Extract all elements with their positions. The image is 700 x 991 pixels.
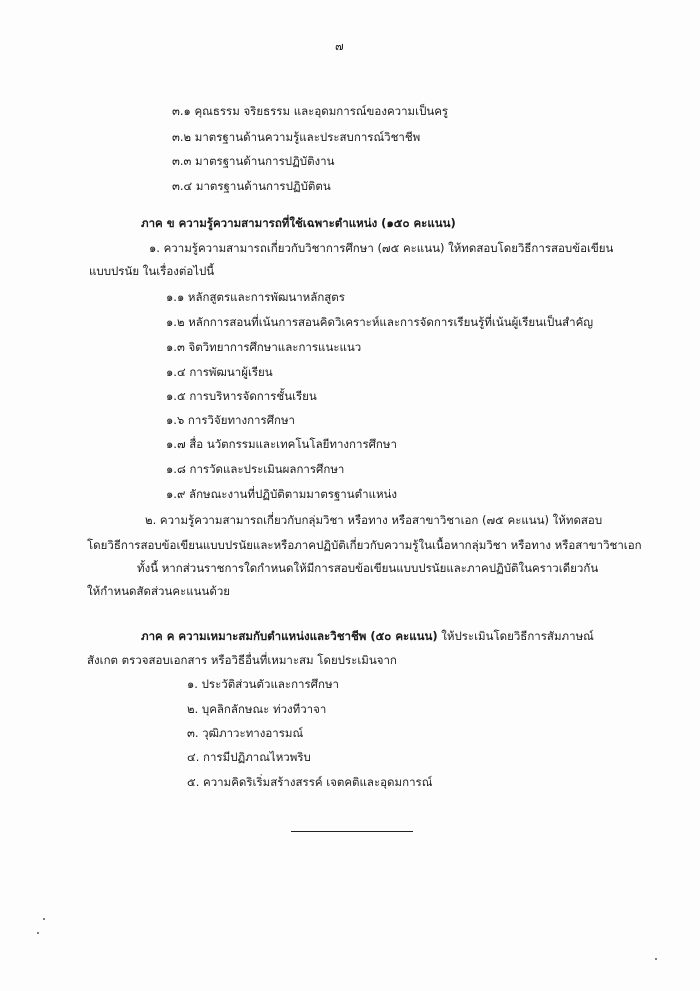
part-c-item-4: ๔. การมีปฏิภาณไหวพริบ: [187, 750, 311, 764]
part-b-item-4: ๑.๔ การพัฒนาผู้เรียน: [166, 365, 273, 379]
part-b-para2-line1: ๒. ความรู้ความสามารถเกี่ยวกับกลุ่มวิชา หรือทาง หรือสาขาวิชาเอก (๗๕ คะแนน) ให้ทดสอบ: [145, 513, 603, 527]
part-b-heading: ภาค ข ความรู้ความสามารถที่ใช้เฉพาะตำแหน่ง (๑๕๐ คะแนน): [141, 216, 456, 230]
page-number: ๗: [335, 39, 344, 53]
part-b-para2-line4: ให้กำหนดสัดส่วนคะแนนด้วย: [87, 584, 231, 598]
part-c-item-1: ๑. ประวัติส่วนตัวและการศึกษา: [187, 677, 339, 691]
scan-speck: [37, 932, 39, 934]
section3-item-2: ๓.๒ มาตรฐานด้านความรู้และประสบการณ์วิชาชีพ: [172, 130, 421, 144]
part-c-heading: ภาค ค ความเหมาะสมกับตำแหน่งและวิชาชีพ (๕๐ คะแนน): [141, 629, 438, 643]
section3-item-1: ๓.๑ คุณธรรม จริยธรรม และอุดมการณ์ของความเป็นครู: [172, 104, 449, 118]
part-c-line2: สังเกต ตรวจสอบเอกสาร หรือวิธีอื่นที่เหมาะสม โดยประเมินจาก: [87, 653, 397, 667]
part-c-item-5: ๕. ความคิดริเริ่มสร้างสรรค์ เจตคติและอุดมการณ์: [187, 775, 433, 789]
scan-speck: [43, 918, 45, 920]
part-b-para2-line2: โดยวิธีการสอบข้อเขียนแบบปรนัยและหรือภาคปฏิบัติเกี่ยวกับความรู้ในเนื้อหากลุ่มวิชา หรือทาง หรือสาขาวิชาเอก: [87, 538, 642, 552]
closing-rule: [291, 831, 413, 832]
part-b-item-2: ๑.๒ หลักการสอนที่เน้นการสอนคิดวิเคราะห์และการจัดการเรียนรู้ที่เน้นผู้เรียนเป็นสำคัญ: [166, 315, 594, 329]
part-b-item-6: ๑.๖ การวิจัยทางการศึกษา: [166, 413, 295, 427]
part-b-item-7: ๑.๗ สื่อ นวัตกรรมและเทคโนโลยีทางการศึกษา: [166, 437, 397, 451]
part-c-heading-line: [141, 628, 594, 644]
part-c-heading-rest: ให้ประเมินโดยวิธีการสัมภาษณ์: [437, 629, 594, 643]
part-b-para2-line3: ทั้งนี้ หากส่วนราชการใดกำหนดให้มีการสอบข้อเขียนแบบปรนัยและภาคปฏิบัติในคราวเดียวกัน: [137, 561, 599, 575]
section3-item-3: ๓.๓ มาตรฐานด้านการปฏิบัติงาน: [172, 154, 335, 168]
part-b-para1-line1: ๑. ความรู้ความสามารถเกี่ยวกับวิชาการศึกษา (๗๕ คะแนน) ให้ทดสอบโดยวิธีการสอบข้อเขียน: [149, 241, 614, 255]
part-b-item-3: ๑.๓ จิตวิทยาการศึกษาและการแนะแนว: [166, 340, 362, 354]
part-c-item-3: ๓. วุฒิภาวะทางอารมณ์: [187, 726, 304, 740]
part-b-item-9: ๑.๙ ลักษณะงานที่ปฏิบัติตามมาตรฐานตำแหน่ง: [166, 487, 398, 501]
part-b-item-1: ๑.๑ หลักสูตรและการพัฒนาหลักสูตร: [166, 290, 345, 304]
part-b-para1-line2: แบบปรนัย ในเรื่องต่อไปนี้: [89, 264, 215, 278]
part-b-item-5: ๑.๕ การบริหารจัดการชั้นเรียน: [166, 389, 317, 403]
part-c-item-2: ๒. บุคลิกลักษณะ ท่วงทีวาจา: [187, 702, 327, 716]
section3-item-4: ๓.๔ มาตรฐานด้านการปฏิบัติตน: [172, 179, 331, 193]
scan-speck: [655, 958, 657, 960]
part-b-item-8: ๑.๘ การวัดและประเมินผลการศึกษา: [166, 462, 345, 476]
